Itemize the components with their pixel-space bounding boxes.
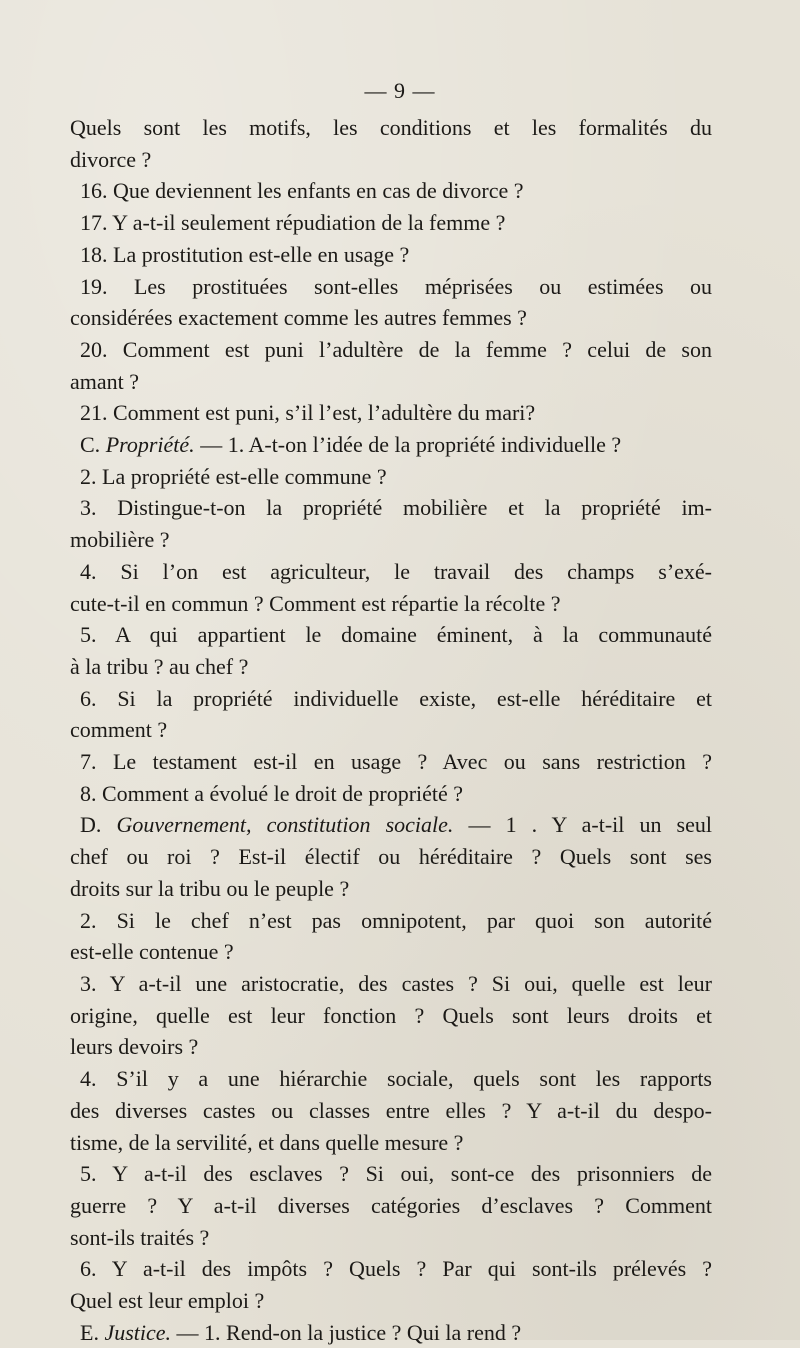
question-c7: 7. Le testament est-il en usage ? Avec ou sans restriction ? [80, 749, 712, 775]
section-question: — 1 . Y a-t-il un seul [468, 812, 712, 838]
text-line: tisme, de la servilité, et dans quelle mesure ? [70, 1129, 464, 1155]
question-c8: 8. Comment a évolué le droit de propriété ? [80, 780, 464, 806]
section-title: Propriété. [105, 432, 195, 458]
question-19: 19. Les prostituées sont-elles méprisées ou estimées ou [80, 273, 712, 299]
text-line: Quels sont les motifs, les conditions et les formalités du [70, 115, 712, 140]
section-title: Justice. [104, 1319, 172, 1345]
question-d4: 4. S’il y a une hiérarchie sociale, quels sont les rapports [80, 1066, 712, 1092]
question-18: 18. La prostitution est-elle en usage ? [80, 241, 410, 267]
questionnaire-text [70, 112, 712, 1348]
text-line: des diverses castes ou classes entre elles ? Y a-t-il du despo- [70, 1097, 712, 1123]
section-e-heading [70, 1317, 712, 1348]
text-line: origine, quelle est leur fonction ? Quels sont leurs droits et [70, 1002, 712, 1028]
question-d6: 6. Y a-t-il des impôts ? Quels ? Par qui sont-ils prélevés ? [80, 1256, 712, 1282]
text-line: amant ? [70, 368, 140, 394]
section-c-heading [70, 429, 712, 461]
section-question: — 1. Rend-on la justice ? Qui la rend ? [176, 1319, 522, 1345]
question-c3: 3. Distingue-t-on la propriété mobilière et la propriété im- [80, 495, 712, 521]
text-line: considérées exactement comme les autres femmes ? [70, 305, 527, 331]
text-line: sont-ils traités ? [70, 1224, 210, 1250]
question-c4: 4. Si l’on est agriculteur, le travail des champs s’exé- [80, 558, 712, 584]
text-line: cute-t-il en commun ? Comment est répartie la récolte ? [70, 590, 561, 616]
question-d2: 2. Si le chef n’est pas omnipotent, par quoi son autorité [80, 907, 712, 933]
page-number: — 9 — [364, 78, 436, 103]
section-question: — 1. A-t-on l’idée de la propriété individuelle ? [200, 432, 622, 458]
section-title: Gouvernement, constitution sociale. [116, 812, 454, 838]
text-line: leurs devoirs ? [70, 1034, 199, 1060]
question-d5: 5. Y a-t-il des esclaves ? Si oui, sont-ce des prisonniers de [80, 1161, 712, 1187]
section-letter: C. [80, 432, 101, 458]
question-c6: 6. Si la propriété individuelle existe, est-elle héréditaire et [80, 685, 712, 711]
text-line: chef ou roi ? Est-il électif ou héréditaire ? Quels sont ses [70, 844, 712, 870]
question-c2: 2. La propriété est-elle commune ? [80, 463, 387, 489]
text-line: droits sur la tribu ou le peuple ? [70, 875, 350, 901]
text-line: à la tribu ? au chef ? [70, 653, 249, 679]
section-letter: D. [80, 812, 102, 838]
text-line: Quel est leur emploi ? [70, 1288, 265, 1314]
question-16: 16. Que deviennent les enfants en cas de divorce ? [80, 178, 524, 204]
question-20: 20. Comment est puni l’adultère de la femme ? celui de son [80, 336, 712, 362]
question-c5: 5. A qui appartient le domaine éminent, à la communauté [80, 622, 712, 648]
question-17: 17. Y a-t-il seulement répudiation de la femme ? [80, 210, 506, 236]
question-d3: 3. Y a-t-il une aristocratie, des castes ? Si oui, quelle est leur [80, 970, 712, 996]
section-letter: E. [80, 1319, 99, 1345]
text-line: est-elle contenue ? [70, 939, 234, 965]
question-21: 21. Comment est puni, s’il l’est, l’adultère du mari? [80, 400, 536, 426]
text-line: mobilière ? [70, 527, 170, 553]
text-line: divorce ? [70, 146, 152, 172]
section-d-heading [70, 809, 712, 841]
text-line: guerre ? Y a-t-il diverses catégories d’esclaves ? Comment [70, 1192, 712, 1218]
text-line: comment ? [70, 717, 168, 743]
